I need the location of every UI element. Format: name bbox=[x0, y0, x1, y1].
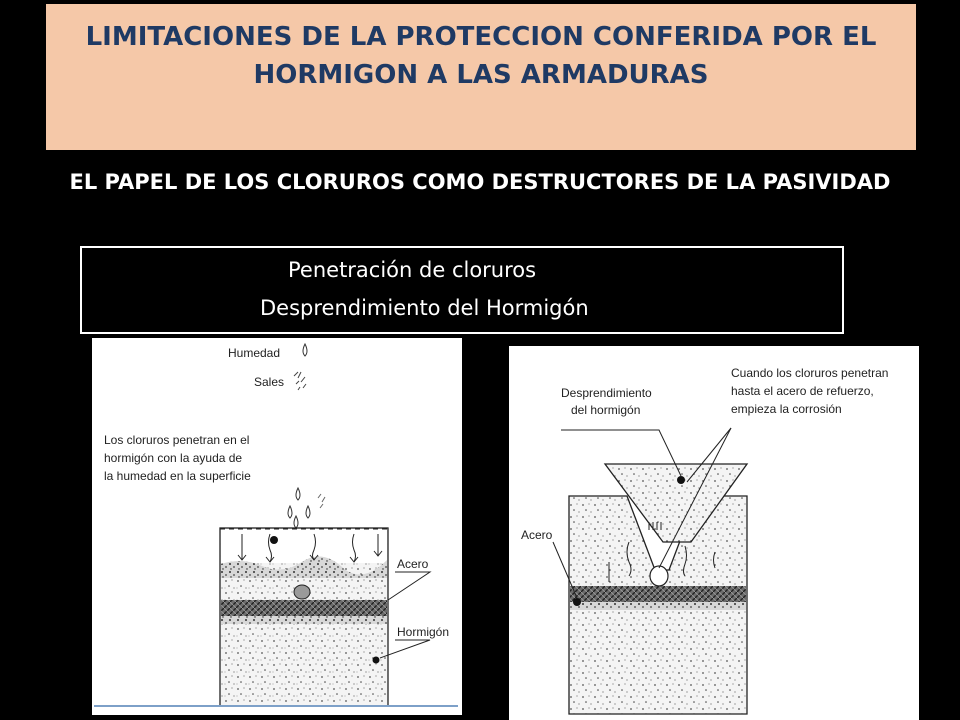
label-desprendimiento-line2: del hormigón bbox=[571, 403, 641, 417]
label-hormigon: Hormigón bbox=[397, 625, 450, 639]
label-corrosion-note-line2: hasta el acero de refuerzo, bbox=[731, 384, 874, 398]
title-banner bbox=[46, 4, 916, 150]
figure-concrete-spalling bbox=[509, 346, 919, 720]
label-note-line1: Los cloruros penetran en el bbox=[104, 433, 250, 447]
label-acero-right: Acero bbox=[521, 528, 553, 542]
slide-subtitle: EL PAPEL DE LOS CLORUROS COMO DESTRUCTORES DE LA PASIVIDAD bbox=[69, 170, 891, 194]
box-line-desprendimiento: Desprendimiento del Hormigón bbox=[260, 296, 589, 320]
slide-title: LIMITACIONES DE LA PROTECCION CONFERIDA POR EL HORMIGON A LAS ARMADURAS bbox=[85, 22, 877, 90]
highlight-box bbox=[80, 246, 844, 334]
label-desprendimiento-line1: Desprendimiento bbox=[561, 386, 652, 400]
label-note-line3: la humedad en la superficie bbox=[104, 469, 251, 483]
figure-chloride-penetration bbox=[92, 338, 462, 715]
label-sales: Sales bbox=[254, 375, 285, 389]
label-corrosion-note-line1: Cuando los cloruros penetran bbox=[731, 366, 889, 380]
label-acero: Acero bbox=[397, 557, 429, 571]
figure-chloride-penetration-drawing bbox=[92, 338, 462, 715]
label-corrosion-note-line3: empieza la corrosión bbox=[731, 402, 842, 416]
box-line-penetracion: Penetración de cloruros bbox=[288, 258, 537, 282]
label-humedad: Humedad bbox=[228, 346, 281, 360]
label-note-line2: hormigón con la ayuda de bbox=[104, 451, 243, 465]
